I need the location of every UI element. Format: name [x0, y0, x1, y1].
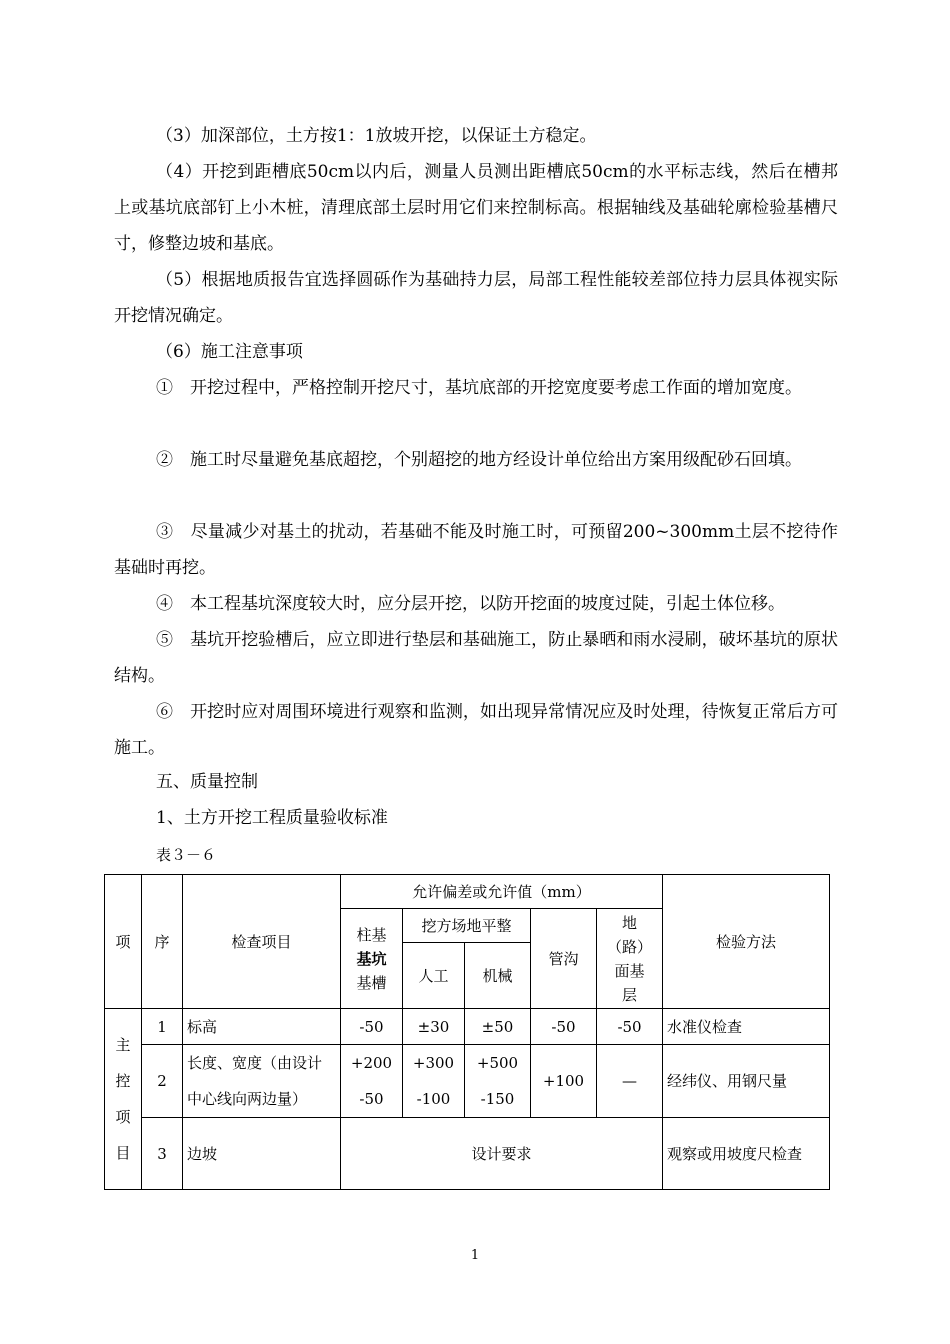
row-pit: +200 -50 — [341, 1045, 403, 1118]
table-row — [105, 1045, 830, 1118]
header-check-item: 检查项目 — [183, 875, 341, 1009]
row-manual: +300 -100 — [403, 1045, 465, 1118]
paragraph-bearing-layer: （5）根据地质报告宜选择圆砾作为基础持力层，局部工程性能较差部位持力层具体视实际开挖情况确定。 — [114, 270, 838, 326]
paragraph-precautions-heading: （6）施工注意事项 — [156, 342, 303, 362]
precaution-item-2: ② 施工时尽量避免基底超挖，个别超挖的地方经设计单位给出方案用级配砂石回填。 — [156, 450, 802, 470]
table-caption: 表３－６ — [156, 846, 217, 864]
row-requirement: 设计要求 — [341, 1118, 663, 1190]
table-row — [105, 1009, 830, 1045]
header-method: 检验方法 — [663, 875, 830, 1009]
row-manual: ±30 — [403, 1009, 465, 1045]
row-seq: 3 — [142, 1118, 183, 1190]
header-item: 项 — [105, 875, 142, 1009]
header-tolerance: 允许偏差或允许值（mm） — [341, 875, 663, 909]
header-pit: 柱基 基坑 基槽 — [341, 909, 403, 1009]
row-ground: -50 — [597, 1009, 663, 1045]
precaution-item-1: ① 开挖过程中，严格控制开挖尺寸，基坑底部的开挖宽度要考虑工作面的增加宽度。 — [156, 378, 802, 398]
precaution-item-4: ④ 本工程基坑深度较大时，应分层开挖，以防开挖面的坡度过陡，引起土体位移。 — [156, 594, 785, 614]
header-trench: 管沟 — [531, 909, 597, 1009]
subsection-heading: 1、土方开挖工程质量验收标准 — [156, 808, 388, 828]
section-heading: 五、质量控制 — [156, 772, 258, 792]
row-item: 标高 — [183, 1009, 341, 1045]
row-method: 经纬仪、用钢尺量 — [663, 1045, 830, 1118]
row-method: 观察或用坡度尺检查 — [663, 1118, 830, 1190]
row-trench: +100 — [531, 1045, 597, 1118]
row-pit: -50 — [341, 1009, 403, 1045]
paragraph-slope: （3）加深部位，土方按1：1放坡开挖，以保证土方稳定。 — [156, 126, 597, 146]
row-ground: — — [597, 1045, 663, 1118]
row-item: 边坡 — [183, 1118, 341, 1190]
row-machine: ±50 — [465, 1009, 531, 1045]
row-method: 水准仪检查 — [663, 1009, 830, 1045]
quality-acceptance-table — [104, 874, 830, 1190]
main-control-group: 主 控 项 目 — [105, 1009, 142, 1190]
row-seq: 1 — [142, 1009, 183, 1045]
row-machine: +500 -150 — [465, 1045, 531, 1118]
row-trench: -50 — [531, 1009, 597, 1045]
header-machine: 机械 — [465, 943, 531, 1009]
precaution-item-6: ⑥ 开挖时应对周围环境进行观察和监测，如出现异常情况应及时处理，待恢复正常后方可施工。 — [114, 702, 838, 758]
row-seq: 2 — [142, 1045, 183, 1118]
paragraph-level-marking: （4）开挖到距槽底50cm以内后，测量人员测出距槽底50cm的水平标志线，然后在槽邦上或基坑底部钉上小木桩，清理底部土层时用它们来控制标高。根据轴线及基础轮廓检验基槽尺寸，修整边坡和基底。 — [114, 162, 838, 254]
precaution-item-5: ⑤ 基坑开挖验槽后，应立即进行垫层和基础施工，防止暴晒和雨水浸刷，破坏基坑的原状结构。 — [114, 630, 838, 686]
page-number: 1 — [470, 1248, 480, 1263]
header-seq: 序 — [142, 875, 183, 1009]
table-row — [105, 1118, 830, 1190]
precaution-item-3: ③ 尽量减少对基土的扰动，若基础不能及时施工时，可预留200~300mm土层不挖待作基础时再挖。 — [114, 522, 838, 578]
row-item: 长度、宽度（由设计中心线向两边量） — [183, 1045, 341, 1118]
header-manual: 人工 — [403, 943, 465, 1009]
header-ground-base: 地 （路） 面基 层 — [597, 909, 663, 1009]
header-site-leveling: 挖方场地平整 — [403, 909, 531, 943]
